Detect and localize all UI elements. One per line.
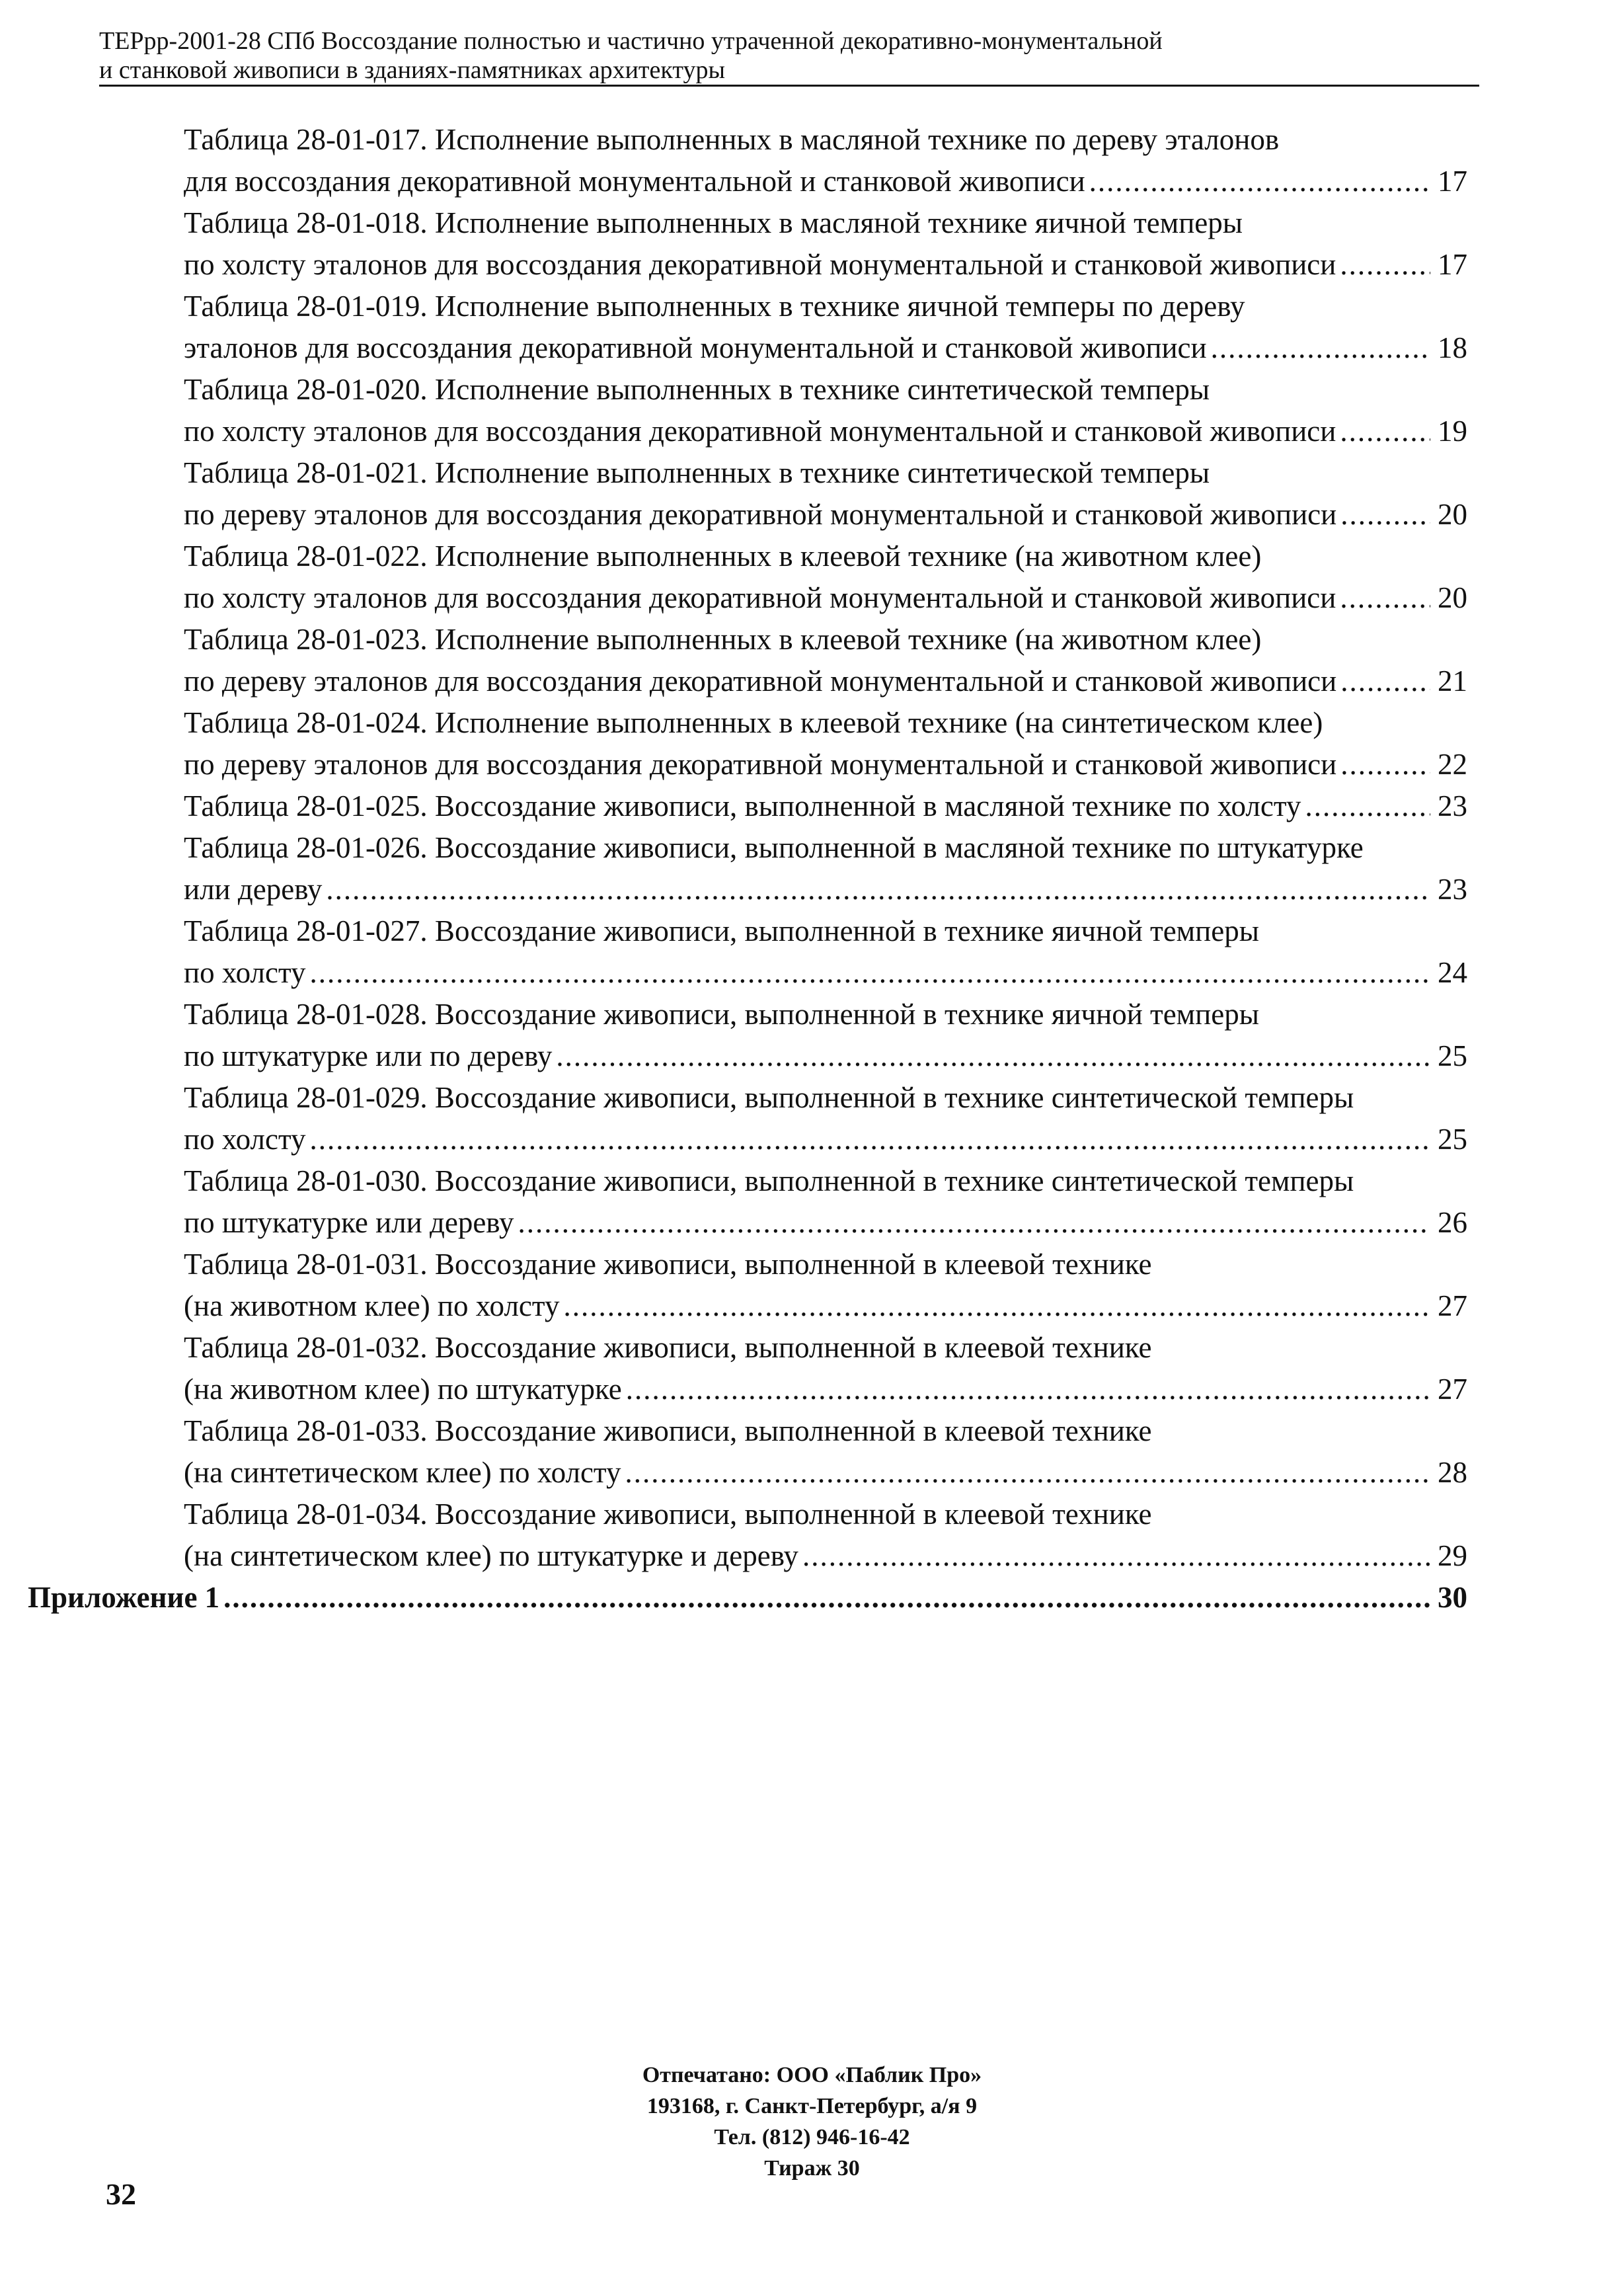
header-line-1: ТЕРрр-2001-28 СПб Воссоздание полностью и частично утраченной декоративно-монументальной [99, 27, 1163, 55]
toc-page-number: 19 [1438, 415, 1467, 448]
page-number: 32 [106, 2177, 136, 2211]
toc-page-number: 18 [1438, 331, 1467, 364]
toc-entry [106, 119, 1467, 202]
dot-leader [1340, 494, 1430, 536]
toc-entry-title-text: Таблица 28-01-033. Воссоздание живописи, выполненной в клеевой технике [184, 1414, 1152, 1447]
toc-entry-title-text: Таблица 28-01-022. Исполнение выполненных в клеевой технике (на животном клее) [184, 540, 1262, 573]
toc-entry-continuation: (на синтетическом клее) по штукатурке и дереву [184, 1539, 798, 1572]
toc-entry-title [106, 1410, 1467, 1452]
imprint-address: 193168, г. Санкт-Петербург, а/я 9 [646, 2094, 978, 2118]
toc-entry-leader-line [106, 952, 1467, 994]
toc-entry-continuation: по штукатурке или по дереву [184, 1039, 553, 1072]
toc-entry-title-text: Таблица 28-01-026. Воссоздание живописи, выполненной в масляной технике по штукатурке [184, 831, 1364, 864]
toc-entry-continuation: Таблица 28-01-025. Воссоздание живописи, выполненной в масляной технике по холсту [184, 789, 1301, 822]
toc-entry [106, 1410, 1467, 1494]
toc-entry-leader-line [106, 661, 1467, 702]
toc-entry-leader-line [106, 1535, 1467, 1577]
toc-page-number: 17 [1438, 248, 1467, 281]
toc-entry-continuation: по холсту [184, 956, 306, 989]
toc-entry-continuation: (на синтетическом клее) по холсту [184, 1456, 621, 1489]
dot-leader [1211, 327, 1430, 369]
toc-entry-leader-line [106, 327, 1467, 369]
imprint [0, 2060, 1624, 2184]
toc-entry-title-text: Таблица 28-01-031. Воссоздание живописи, выполненной в клеевой технике [184, 1248, 1152, 1281]
toc-entry-continuation: по дереву эталонов для воссоздания декоративной монументальной и станковой живописи [184, 498, 1337, 531]
toc-page-number: 23 [1438, 789, 1467, 822]
toc-entry [106, 619, 1467, 702]
toc-entry-title [106, 369, 1467, 411]
dot-leader [625, 1452, 1431, 1494]
toc-entry-title-text: Таблица 28-01-030. Воссоздание живописи, выполненной в технике синтетической темперы [184, 1164, 1354, 1197]
toc-entry [106, 1327, 1467, 1410]
toc-entry-title [106, 910, 1467, 952]
toc-entry-title [106, 619, 1467, 661]
toc-page-number: 20 [1438, 498, 1467, 531]
dot-leader [1340, 244, 1430, 286]
toc-entry-leader-line [106, 577, 1467, 619]
toc-entry-continuation: (на животном клее) по штукатурке [184, 1373, 622, 1406]
toc-page-number: 25 [1438, 1039, 1467, 1072]
toc-page-number: 27 [1438, 1289, 1467, 1322]
toc-entry-leader-line [106, 1285, 1467, 1327]
toc-entry-title [106, 119, 1467, 161]
toc-entry [106, 536, 1467, 619]
toc-entry [106, 910, 1467, 994]
toc-entry [106, 1244, 1467, 1327]
toc-entry-leader-line [106, 1452, 1467, 1494]
toc-entry-title [106, 1160, 1467, 1202]
toc-page-number: 20 [1438, 581, 1467, 614]
toc-entry-leader-line [106, 785, 1467, 827]
dot-leader [563, 1285, 1430, 1327]
header-line-2: и станковой живописи в зданиях-памятниках архитектуры [99, 56, 725, 84]
toc-entry-leader-line [106, 1202, 1467, 1244]
dot-leader [802, 1535, 1430, 1577]
toc-page-number: 17 [1438, 165, 1467, 198]
toc-entry [106, 827, 1467, 910]
toc-entry-title [106, 827, 1467, 869]
dot-leader [518, 1202, 1430, 1244]
toc-entry-leader-line [106, 869, 1467, 910]
dot-leader [556, 1035, 1430, 1077]
toc-entry [106, 702, 1467, 785]
toc-entry-title [106, 1244, 1467, 1285]
dot-leader [1340, 411, 1430, 452]
toc-entry-continuation: для воссоздания декоративной монументальной и станковой живописи [184, 165, 1085, 198]
toc-entry [106, 452, 1467, 536]
toc-entry-leader-line [106, 1035, 1467, 1077]
toc-page-number: 29 [1438, 1539, 1467, 1572]
imprint-print-run: Тираж 30 [764, 2156, 860, 2181]
toc-entry-continuation: по дереву эталонов для воссоздания декоративной монументальной и станковой живописи [184, 748, 1337, 781]
toc-entry [106, 1160, 1467, 1244]
imprint-phone: Тел. (812) 946-16-42 [714, 2125, 910, 2149]
dot-leader [1340, 577, 1430, 619]
toc-entry [106, 785, 1467, 827]
toc-entry-title [106, 286, 1467, 327]
toc-entry-leader-line [106, 1119, 1467, 1160]
dot-leader [223, 1577, 1430, 1619]
toc-entry-title-text: Таблица 28-01-023. Исполнение выполненных в клеевой технике (на животном клее) [184, 623, 1262, 656]
toc-entry-title-text: Таблица 28-01-028. Воссоздание живописи, выполненной в технике яичной темперы [184, 998, 1259, 1031]
toc-appendix-line [28, 1577, 1467, 1619]
toc-page-number: 26 [1438, 1206, 1467, 1239]
toc-entry [106, 286, 1467, 369]
toc-entry-title [106, 1327, 1467, 1369]
toc-entry-title [106, 702, 1467, 744]
toc-entry-title [106, 1077, 1467, 1119]
toc-entry-leader-line [106, 244, 1467, 286]
toc-appendix-label: Приложение 1 [28, 1581, 220, 1614]
toc-page-number: 23 [1438, 873, 1467, 906]
toc-entry-title-text: Таблица 28-01-032. Воссоздание живописи, выполненной в клеевой технике [184, 1331, 1152, 1364]
toc-entry [106, 994, 1467, 1077]
toc-entry-title [106, 1494, 1467, 1535]
toc-entry [106, 1077, 1467, 1160]
toc-entry-continuation: по холсту [184, 1123, 306, 1156]
toc-appendix-entry [28, 1577, 1467, 1619]
dot-leader [310, 1119, 1430, 1160]
dot-leader [310, 952, 1430, 994]
toc-entry-continuation: (на животном клее) по холсту [184, 1289, 560, 1322]
table-of-contents [28, 119, 1467, 1619]
toc-entry-leader-line [106, 411, 1467, 452]
toc-page-number: 22 [1438, 748, 1467, 781]
toc-page-number: 21 [1438, 664, 1467, 698]
toc-entry-continuation: по холсту эталонов для воссоздания декоративной монументальной и станковой живописи [184, 415, 1336, 448]
dot-leader [1089, 161, 1430, 202]
dot-leader [1305, 785, 1430, 827]
toc-page-number: 28 [1438, 1456, 1467, 1489]
imprint-publisher: Отпечатано: ООО «Паблик Про» [642, 2063, 982, 2087]
dot-leader [326, 869, 1430, 910]
toc-entry-continuation: по холсту эталонов для воссоздания декоративной монументальной и станковой живописи [184, 581, 1336, 614]
toc-entry [106, 202, 1467, 286]
toc-entry-title [106, 202, 1467, 244]
toc-entry-continuation: по штукатурке или дереву [184, 1206, 514, 1239]
dot-leader [1340, 661, 1430, 702]
toc-entry-title [106, 536, 1467, 577]
toc-entry [106, 1494, 1467, 1577]
toc-entry-continuation: по холсту эталонов для воссоздания декоративной монументальной и станковой живописи [184, 248, 1336, 281]
toc-entry-title-text: Таблица 28-01-034. Воссоздание живописи, выполненной в клеевой технике [184, 1498, 1152, 1531]
toc-entry-continuation: или дереву [184, 873, 323, 906]
toc-page-number: 24 [1438, 956, 1467, 989]
toc-entry-leader-line [106, 744, 1467, 785]
toc-appendix-page: 30 [1438, 1581, 1467, 1614]
toc-entry-leader-line [106, 494, 1467, 536]
toc-entry-title [106, 994, 1467, 1035]
toc-entry-title [106, 452, 1467, 494]
toc-entry-title-text: Таблица 28-01-018. Исполнение выполненных в масляной технике яичной темперы [184, 206, 1243, 239]
toc-entry-title-text: Таблица 28-01-029. Воссоздание живописи, выполненной в технике синтетической темперы [184, 1081, 1354, 1114]
toc-entry-title-text: Таблица 28-01-021. Исполнение выполненных в технике синтетической темперы [184, 456, 1210, 489]
running-header [99, 26, 1479, 87]
toc-entry [106, 369, 1467, 452]
toc-entry-title-text: Таблица 28-01-019. Исполнение выполненных в технике яичной темперы по дереву [184, 290, 1245, 323]
toc-entry-title-text: Таблица 28-01-020. Исполнение выполненных в технике синтетической темперы [184, 373, 1210, 406]
toc-entry-title-text: Таблица 28-01-024. Исполнение выполненных в клеевой технике (на синтетическом клее) [184, 706, 1323, 739]
toc-page-number: 25 [1438, 1123, 1467, 1156]
toc-entry-continuation: эталонов для воссоздания декоративной монументальной и станковой живописи [184, 331, 1207, 364]
toc-entry-title-text: Таблица 28-01-027. Воссоздание живописи, выполненной в технике яичной темперы [184, 914, 1259, 947]
toc-entry-leader-line [106, 1369, 1467, 1410]
dot-leader [1340, 744, 1430, 785]
toc-entry-leader-line [106, 161, 1467, 202]
dot-leader [626, 1369, 1430, 1410]
toc-entry-title-text: Таблица 28-01-017. Исполнение выполненных в масляной технике по дереву эталонов [184, 123, 1280, 156]
toc-page-number: 27 [1438, 1373, 1467, 1406]
toc-entry-continuation: по дереву эталонов для воссоздания декоративной монументальной и станковой живописи [184, 664, 1337, 698]
